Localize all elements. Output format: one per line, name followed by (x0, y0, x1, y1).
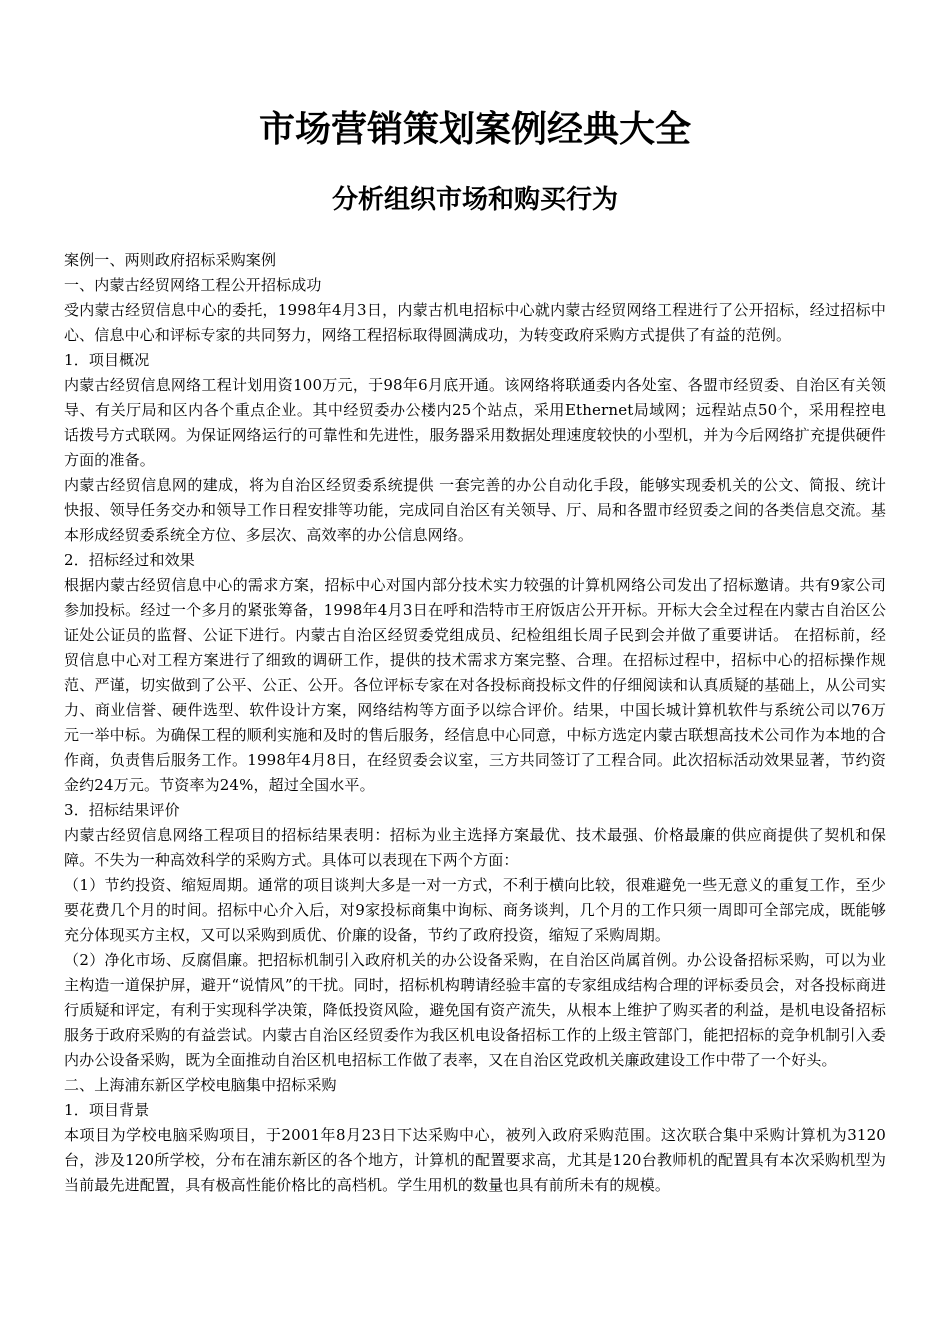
document-subtitle: 分析组织市场和购买行为 (331, 185, 618, 215)
section-heading-2: 二、上海浦东新区学校电脑集中招标采购 (64, 1076, 337, 1094)
body-paragraph: 根据内蒙古经贸信息中心的需求方案，招标中心对国内部分技术实力较强的计算机网络公司发出了招标邀请。共有9家公司参加投标。经过一个多月的紧张筹备，1998年4月3日在呼和浩特市王府饭店公开开标。开标大会全过程在内蒙古自治区公证处公证员的监督、公证下进行。内蒙古自治区经贸委党组成员、纪检组组长周子民到会并做了重要讲话。 在招标前，经贸信息中心对工程方案进行了细致的调研工作，提供的技术需求方案完整、合理。在招标过程中，招标中心的招标操作规范、严谨，切实做到了公平、公正、公开。各位评标专家在对各投标商投标文件的仔细阅读和认真质疑的基础上，从公司实力、商业信誉、硬件选型、软件设计方案，网络结构等方面予以综合评价。结果，中国长城计算机软件与系统公司以76万元一举中标。为确保工程的顺利实施和及时的售后服务，经信息中心同意，中标方选定内蒙古联想高技术公司作为本地的合作商，负责售后服务工作。1998年4月8日，在经贸委会议室，三方共同签订了工程合同。此次招标活动效果显著，节约资金约24万元。节资率为24%，超过全国水平。 (64, 576, 886, 794)
body-paragraph: 受内蒙古经贸信息中心的委托，1998年4月3日，内蒙古机电招标中心就内蒙古经贸网络工程进行了公开招标，经过招标中心、信息中心和评标专家的共同努力，网络工程招标取得圆满成功，为转变政府采购方式提供了有益的范例。 (64, 301, 886, 344)
document-title: 市场营销策划案例经典大全 (258, 109, 691, 150)
document-body (64, 248, 886, 1198)
body-paragraph: 本项目为学校电脑采购项目，于2001年8月23日下达采购中心，被列入政府采购范围。这次联合集中采购计算机为3120台，涉及120所学校，分布在浦东新区的各个地方，计算机的配置要求高，尤其是120台教师机的配置具有本次采购机型为当前最先进配置，具有极高性能价格比的高档机。学生用机的数量也具有前所未有的规模。 (64, 1126, 886, 1194)
body-paragraph: 内蒙古经贸信息网络工程项目的招标结果表明：招标为业主选择方案最优、技术最强、价格最廉的供应商提供了契机和保障。不失为一种高效科学的采购方式。具体可以表现在下两个方面： (64, 826, 886, 869)
section-heading-1: 一、内蒙古经贸网络工程公开招标成功 (64, 276, 322, 294)
subsection-heading: 2．招标经过和效果 (64, 551, 195, 569)
subsection-heading: 3．招标结果评价 (64, 801, 180, 819)
body-paragraph: 内蒙古经贸信息网的建成，将为自治区经贸委系统提供 一套完善的办公自动化手段，能够实现委机关的公文、简报、统计快报、领导任务交办和领导工作日程安排等功能，完成同自治区有关领导、厅、局和各盟市经贸委之间的各类信息交流。基本形成经贸委系统全方位、多层次、高效率的办公信息网络。 (64, 476, 886, 544)
subsection-heading: 1．项目概况 (64, 351, 150, 369)
subsection-heading: 1．项目背景 (64, 1101, 150, 1119)
body-paragraph: 内蒙古经贸信息网络工程计划用资100万元，于98年6月底开通。该网络将联通委内各处室、各盟市经贸委、自治区有关领导、有关厅局和区内各个重点企业。其中经贸委办公楼内25个站点，采用Ethernet局域网；远程站点50个，采用程控电 话拨号方式联网。为保证网络运行的可靠性和先进性，服务器采用数据处理速度较快的小型机，并为今后网络扩充提供硬件方面的准备。 (64, 376, 886, 469)
body-paragraph: （2）净化市场、反腐倡廉。把招标机制引入政府机关的办公设备采购，在自治区尚属首例。办公设备招标采购，可以为业主构造一道保护屏，避开“说情风”的干扰。同时，招标机构聘请经验丰富的专家组成结构合理的评标委员会，对各投标商进行质疑和评定，有利于实现科学决策，降低投资风险，避免国有资产流失，从根本上维护了购买者的利益，是机电设备招标服务于政府采购的有益尝试。内蒙古自治区经贸委作为我区机电设备招标工作的上级主管部门，能把招标的竞争机制引入委内办公设备采购，既为全面推动自治区机电招标工作做了表率，又在自治区党政机关廉政建设工作中带了一个好头。 (64, 951, 886, 1069)
body-paragraph: （1）节约投资、缩短周期。通常的项目谈判大多是一对一方式，不利于横向比较，很难避免一些无意义的重复工作，至少要花费几个月的时间。招标中心介入后，对9家投标商集中询标、商务谈判，几个月的工作只须一周即可全部完成，既能够充分体现买方主权，又可以采购到质优、价廉的设备，节约了政府投资，缩短了采购周期。 (64, 876, 886, 944)
case-heading: 案例一、两则政府招标采购案例 (64, 251, 277, 269)
